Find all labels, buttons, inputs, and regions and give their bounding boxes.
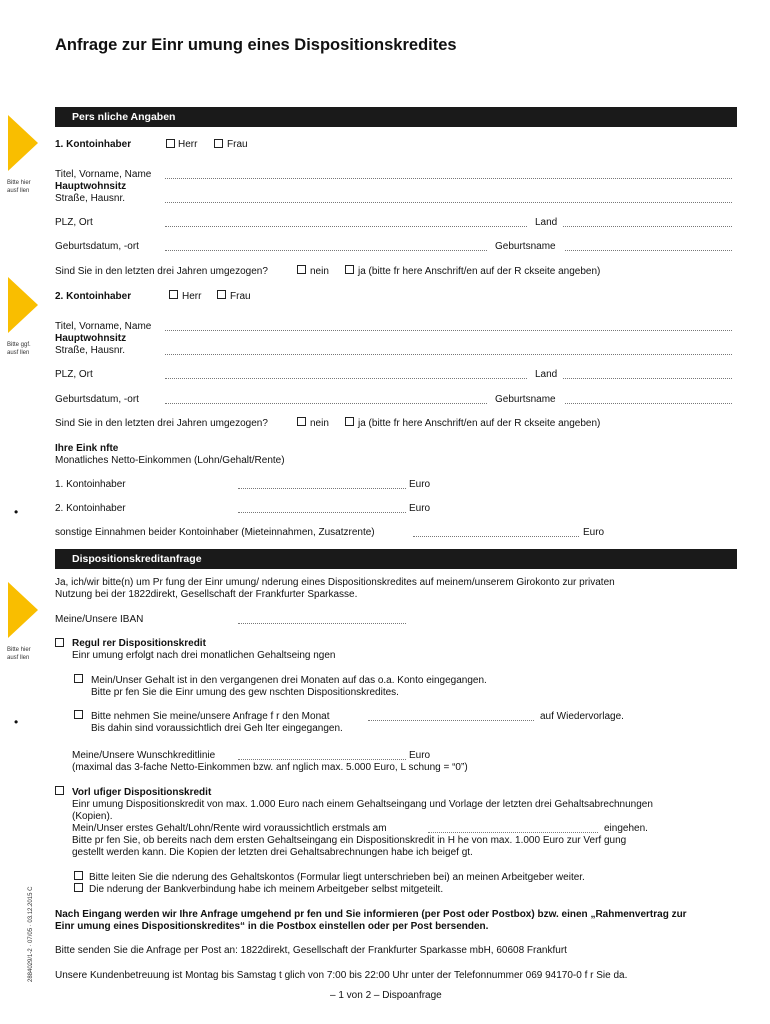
holder1-plz-label: PLZ, Ort — [55, 217, 93, 228]
holder1-birthname-field[interactable] — [565, 250, 732, 251]
dispo-intro-line1: Ja, ich/wir bitte(n) um Pr fung der Einr umung/ nderung eines Dispositionskredites auf meinem/unserem Girokonto zur privaten — [55, 577, 615, 588]
opt-resubmit-line1: Bitte nehmen Sie meine/unsere Anfrage f r den Monat — [91, 711, 330, 722]
page-number: – 1 von 2 – Dispoanfrage — [330, 990, 442, 1001]
holder1-moved-nein-label: nein — [310, 266, 329, 277]
holder2-name-label: Titel, Vorname, Name — [55, 321, 152, 332]
regular-dispo-title: Regul rer Dispositionskredit — [72, 638, 206, 649]
holder2-birth-field[interactable] — [165, 403, 487, 404]
footer-service-hours: Unsere Kundenbetreuung ist Montag bis Samstag t glich von 7:00 bis 22:00 Uhr unter der Telefonnummer 069 94170-0 f r Sie da. — [55, 970, 628, 981]
holder1-name-label: Titel, Vorname, Name — [55, 169, 152, 180]
self-informed-checkbox[interactable] — [74, 883, 83, 892]
prelim-line3-suffix: eingehen. — [604, 823, 648, 834]
wish-credit-label: Meine/Unsere Wunschkreditlinie — [72, 750, 216, 761]
income-other-euro: Euro — [583, 527, 605, 538]
holder2-moved-ja-checkbox[interactable] — [345, 417, 354, 426]
holder1-herr-label: Herr — [178, 139, 198, 150]
side-note-1: Bitte hier ausf llen — [7, 180, 31, 194]
holder2-moved-question: Sind Sie in den letzten drei Jahren umgezogen? — [55, 418, 268, 429]
holder2-birthname-field[interactable] — [565, 403, 732, 404]
forward-change-label: Bitte leiten Sie die nderung des Gehaltskontos (Formular liegt unterschrieben bei) an meinen Arbeitgeber weiter. — [89, 872, 585, 883]
opt-salary-received-line2: Bitte pr fen Sie die Einr umung des gew nschten Dispositionskredites. — [91, 687, 399, 698]
income-holder2-euro: Euro — [409, 503, 431, 514]
holder1-moved-nein-checkbox[interactable] — [297, 265, 306, 274]
holder1-frau-checkbox[interactable] — [214, 139, 223, 148]
holder1-land-label: Land — [535, 217, 558, 228]
opt-salary-received-checkbox[interactable] — [74, 674, 83, 683]
opt-resubmit-line2: Bis dahin sind voraussichtlich drei Geh lter eingegangen. — [91, 723, 343, 734]
footer-notice-line2: Einr umung eines Dispositionskredites“ in die Postbox einstellen oder per Post bersenden. — [55, 921, 489, 932]
income-holder1-field[interactable] — [238, 488, 406, 489]
wish-credit-field[interactable] — [238, 759, 406, 760]
holder1-hauptwohnsitz: Hauptwohnsitz — [55, 181, 127, 192]
holder2-moved-nein-label: nein — [310, 418, 329, 429]
section-header-personal: Pers nliche Angaben — [55, 107, 737, 127]
wish-credit-euro: Euro — [409, 750, 431, 761]
wish-credit-note: (maximal das 3-fache Netto-Einkommen bzw. anf nglich max. 5.000 Euro, L schung = “0”) — [72, 762, 468, 773]
holder1-frau-label: Frau — [227, 139, 248, 150]
holder2-hauptwohnsitz: Hauptwohnsitz — [55, 333, 127, 344]
holder1-moved-ja-checkbox[interactable] — [345, 265, 354, 274]
dispo-intro-line2: Nutzung bei der 1822direkt, Gesellschaft der Frankfurter Sparkasse. — [55, 589, 358, 600]
holder1-land-field[interactable] — [563, 226, 732, 227]
iban-field[interactable] — [238, 623, 406, 624]
holder1-name-field[interactable] — [165, 178, 732, 179]
income-subheading: Monatliches Netto-Einkommen (Lohn/Gehalt/Rente) — [55, 455, 285, 466]
holder2-plz-field[interactable] — [165, 378, 527, 379]
holder1-birthname-label: Geburtsname — [495, 241, 556, 252]
prelim-line3: Mein/Unser erstes Gehalt/Lohn/Rente wird voraussichtlich erstmals am — [72, 823, 387, 834]
regular-dispo-desc: Einr umung erfolgt nach drei monatlichen Gehaltseing ngen — [72, 650, 336, 661]
holder1-street-field[interactable] — [165, 202, 732, 203]
holder2-herr-label: Herr — [182, 291, 202, 302]
income-holder2-label: 2. Kontoinhaber — [55, 503, 126, 514]
prelim-line2: (Kopien). — [72, 811, 113, 822]
opt-resubmit-suffix: auf Wiedervorlage. — [540, 711, 624, 722]
arrow-marker-2 — [8, 277, 38, 333]
holder1-plz-field[interactable] — [165, 226, 527, 227]
page-title: Anfrage zur Einr umung eines Dispositionskredites — [55, 36, 457, 54]
holder1-street-label: Straße, Hausnr. — [55, 193, 126, 204]
section-header-dispo: Dispositionskreditanfrage — [55, 549, 737, 569]
footer-notice-line1: Nach Eingang werden wir Ihre Anfrage umgehend pr fen und Sie informieren (per Post oder Postbox) bzw. einen „Rahmenvertrag zur — [55, 909, 687, 920]
first-salary-date-field[interactable] — [428, 832, 598, 833]
holder1-moved-question: Sind Sie in den letzten drei Jahren umgezogen? — [55, 266, 268, 277]
income-holder1-label: 1. Kontoinhaber — [55, 479, 126, 490]
side-note-3: Bitte hier ausf llen — [7, 647, 31, 661]
holder2-land-label: Land — [535, 369, 558, 380]
opt-salary-received-line1: Mein/Unser Gehalt ist in den vergangenen drei Monaten auf das o.a. Konto eingegangen. — [91, 675, 487, 686]
prelim-dispo-checkbox[interactable] — [55, 786, 64, 795]
income-holder2-field[interactable] — [238, 512, 406, 513]
footer-post-address: Bitte senden Sie die Anfrage per Post an: 1822direkt, Gesellschaft der Frankfurter Sparkasse mbH, 60608 Frankfurt — [55, 945, 567, 956]
arrow-marker-3 — [8, 582, 38, 638]
prelim-dispo-title: Vorl ufiger Dispositionskredit — [72, 787, 212, 798]
holder2-name-field[interactable] — [165, 330, 732, 331]
income-holder1-euro: Euro — [409, 479, 431, 490]
holder2-land-field[interactable] — [563, 378, 732, 379]
holder2-moved-ja-label: ja (bitte fr here Anschrift/en auf der R ckseite angeben) — [358, 418, 601, 429]
holder1-birth-label: Geburtsdatum, -ort — [55, 241, 139, 252]
holder2-label: 2. Kontoinhaber — [55, 291, 132, 302]
holder2-birthname-label: Geburtsname — [495, 394, 556, 405]
holder2-birth-label: Geburtsdatum, -ort — [55, 394, 139, 405]
bullet-dot: • — [14, 715, 19, 729]
income-heading: Ihre Eink nfte — [55, 443, 119, 454]
holder2-street-field[interactable] — [165, 354, 732, 355]
resubmit-month-field[interactable] — [368, 720, 534, 721]
bullet-dot: • — [14, 505, 19, 519]
regular-dispo-checkbox[interactable] — [55, 638, 64, 647]
holder2-street-label: Straße, Hausnr. — [55, 345, 126, 356]
prelim-line5: gestellt werden kann. Die Kopien der letzten drei Gehaltsabrechnungen habe ich beigef gt. — [72, 847, 473, 858]
holder1-herr-checkbox[interactable] — [166, 139, 175, 148]
form-code-vertical: 2884029/1-2 · 07/05 · 03.12.2015 C — [28, 886, 34, 982]
income-other-field[interactable] — [413, 536, 579, 537]
holder1-moved-ja-label: ja (bitte fr here Anschrift/en auf der R ckseite angeben) — [358, 266, 601, 277]
arrow-marker-1 — [8, 115, 38, 171]
income-other-label: sonstige Einnahmen beider Kontoinhaber (Mieteinnahmen, Zusatzrente) — [55, 527, 375, 538]
holder1-birth-field[interactable] — [165, 250, 487, 251]
self-informed-label: Die nderung der Bankverbindung habe ich meinem Arbeitgeber selbst mitgeteilt. — [89, 884, 444, 895]
opt-resubmit-checkbox[interactable] — [74, 710, 83, 719]
side-note-2: Bitte ggf. ausf llen — [7, 342, 31, 356]
iban-label: Meine/Unsere IBAN — [55, 614, 144, 625]
holder1-label: 1. Kontoinhaber — [55, 139, 132, 150]
holder2-frau-label: Frau — [230, 291, 251, 302]
holder2-frau-checkbox[interactable] — [217, 290, 226, 299]
holder2-moved-nein-checkbox[interactable] — [297, 417, 306, 426]
forward-change-checkbox[interactable] — [74, 871, 83, 880]
prelim-line4: Bitte pr fen Sie, ob bereits nach dem ersten Gehaltseingang ein Dispositionskredit in H he von max. 1.000 Euro zur Verf gung — [72, 835, 627, 846]
prelim-line1: Einr umung Dispositionskredit von max. 1.000 Euro nach einem Gehaltseingang und Vorlage der letzten drei Gehaltsabrechnungen — [72, 799, 653, 810]
holder2-herr-checkbox[interactable] — [169, 290, 178, 299]
holder2-plz-label: PLZ, Ort — [55, 369, 93, 380]
